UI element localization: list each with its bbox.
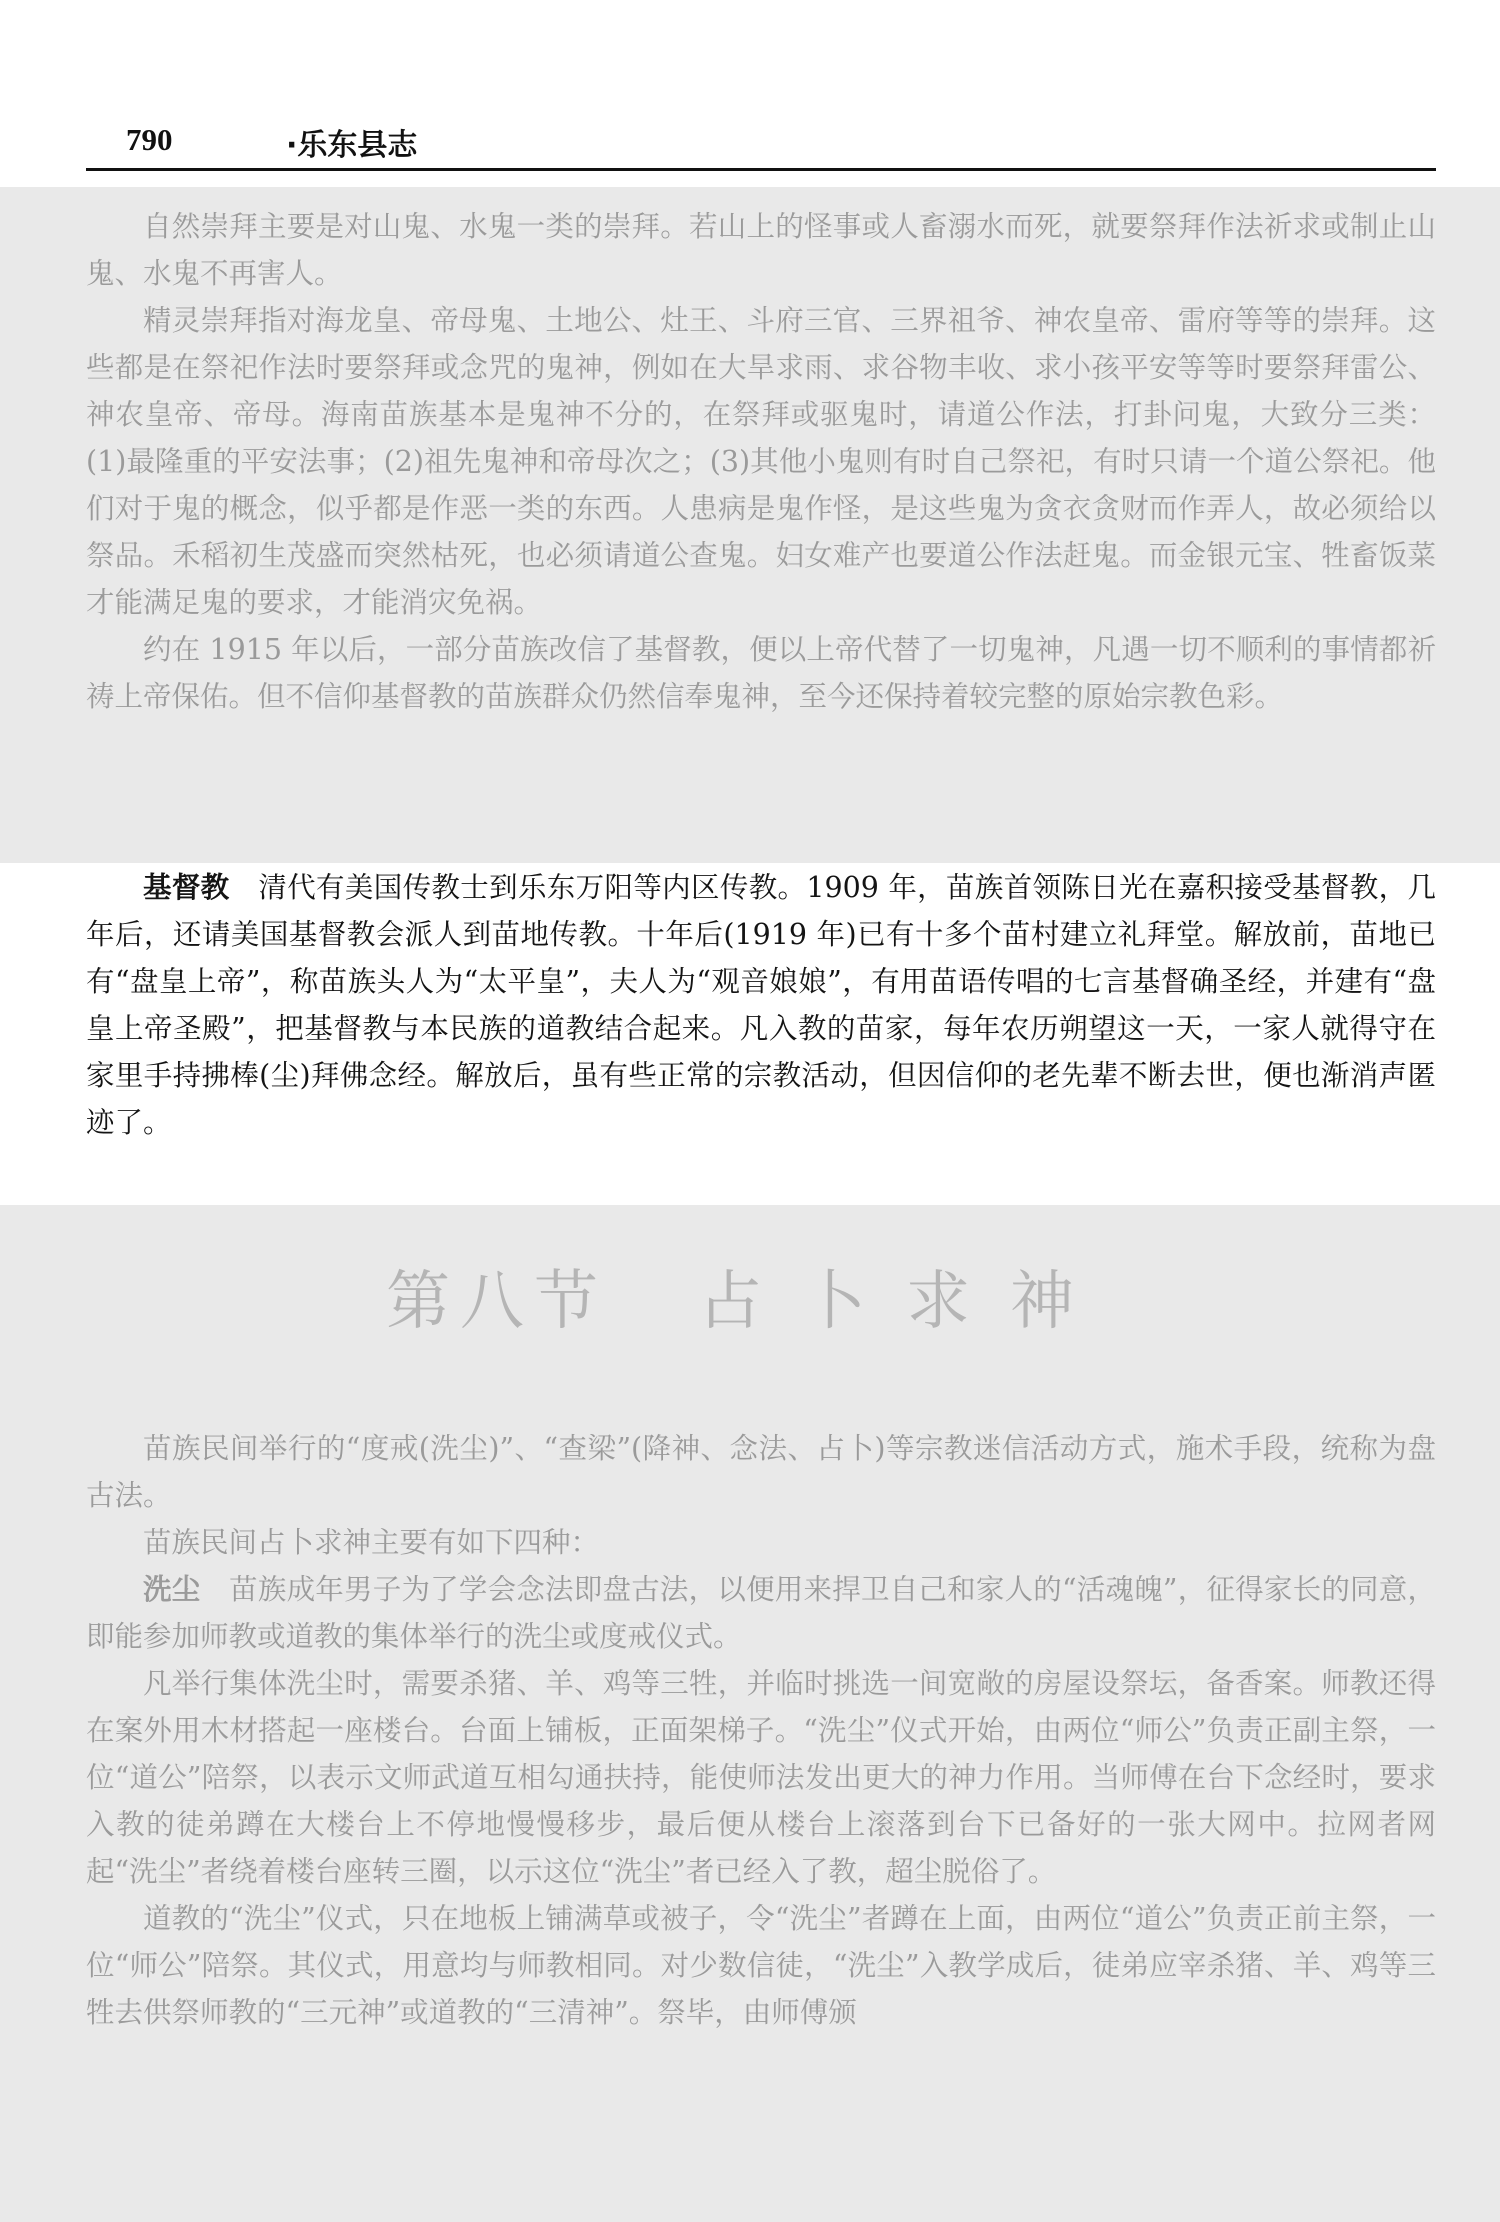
paragraph-list-intro: 苗族民间占卜求神主要有如下四种： (143, 1526, 600, 1559)
book-title: ·乐东县志 (286, 128, 418, 163)
christianity-term: 基督教 (143, 871, 230, 904)
paragraph-conversion: 约在 1915 年以后，一部分苗族改信了基督教，便以上帝代替了一切鬼神，凡遇一切不顺利的事情都祈祷上帝保佑。但不信仰基督教的苗族群众仍然信奉鬼神，至今还保持着较完整的原始宗教色彩。 (86, 633, 1436, 713)
section-title (0, 1250, 1500, 1342)
section-number: 第八节 (386, 1265, 608, 1339)
paragraph-xichen (86, 1566, 1436, 1660)
christianity-section (86, 864, 1436, 1146)
paragraph-group-ritual: 凡举行集体洗尘时，需要杀猪、羊、鸡等三牲，并临时挑选一间宽敞的房屋设祭坛，备香案。师教还得在案外用木材搭起一座楼台。台面上铺板，正面架梯子。“洗尘”仪式开始，由两位“师公”负责正副主祭，一位“道公”陪祭，以表示文师武道互相勾通扶持，能使师法发出更大的神力作用。当师傅在台下念经时，要求入教的徒弟蹲在大楼台上不停地慢慢移步，最后便从楼台上滚落到台下已备好的一张大网中。拉网者网起“洗尘”者绕着楼台座转三圈，以示这位“洗尘”者已经入了教，超尘脱俗了。 (86, 1667, 1436, 1888)
worship-section (86, 203, 1436, 720)
page-number: 790 (126, 122, 173, 157)
paragraph-nature-worship: 自然崇拜主要是对山鬼、水鬼一类的崇拜。若山上的怪事或人畜溺水而死，就要祭拜作法祈求或制止山鬼、水鬼不再害人。 (86, 210, 1436, 290)
header-rule (86, 168, 1436, 171)
section-name: 占卜求神 (698, 1265, 1114, 1339)
paragraph-spirit-worship: 精灵崇拜指对海龙皇、帝母鬼、土地公、灶王、斗府三官、三界祖爷、神农皇帝、雷府等等的崇拜。这些都是在祭祀作法时要祭拜或念咒的鬼神，例如在大旱求雨、求谷物丰收、求小孩平安等等时要祭拜雷公、神农皇帝、帝母。海南苗族基本是鬼神不分的，在祭拜或驱鬼时，请道公作法，打卦问鬼，大致分三类：(1)最隆重的平安法事；(2)祖先鬼神和帝母次之；(3)其他小鬼则有时自己祭祀，有时只请一个道公祭祀。他们对于鬼的概念，似乎都是作恶一类的东西。人患病是鬼作怪，是这些鬼为贪衣贪财而作弄人，故必须给以祭品。禾稻初生茂盛而突然枯死，也必须请道公查鬼。妇女难产也要道公作法赶鬼。而金银元宝、牲畜饭菜才能满足鬼的要求，才能消灾免祸。 (86, 304, 1436, 619)
paragraph-taoist-ritual: 道教的“洗尘”仪式，只在地板上铺满草或被子，令“洗尘”者蹲在上面，由两位“道公”负责正前主祭，一位“师公”陪祭。其仪式，用意均与师教相同。对少数信徒，“洗尘”入教学成后，徒弟应宰杀猪、羊、鸡等三牲去供祭师教的“三元神”或道教的“三清神”。祭毕，由师傅颁 (86, 1902, 1436, 2029)
paragraph-christianity (86, 864, 1436, 1146)
paragraph-intro: 苗族民间举行的“度戒(洗尘)”、“查梁”(降神、念法、占卜)等宗教迷信活动方式，施术手段，统称为盘古法。 (86, 1432, 1436, 1512)
xichen-text: 苗族成年男子为了学会念法即盘古法，以便用来捍卫自己和家人的“活魂魄”，征得家长的同意，即能参加师教或道教的集体举行的洗尘或度戒仪式。 (86, 1573, 1436, 1653)
xichen-term: 洗尘 (143, 1573, 201, 1606)
christianity-text: 清代有美国传教士到乐东万阳等内区传教。1909 年，苗族首领陈日光在嘉积接受基督教，几年后，还请美国基督教会派人到苗地传教。十年后(1919 年)已有十多个苗村建立礼拜堂。解放前，苗地已有“盘皇上帝”，称苗族头人为“太平皇”，夫人为“观音娘娘”，有用苗语传唱的七言基督确圣经，并建有“盘皇上帝圣殿”，把基督教与本民族的道教结合起来。凡入教的苗家，每年农历朔望这一天，一家人就得守在家里手持拂棒(尘)拜佛念经。解放后，虽有些正常的宗教活动，但因信仰的老先辈不断去世，便也渐消声匿迹了。 (86, 871, 1436, 1139)
divination-section (86, 1425, 1436, 2036)
page-header (86, 112, 1436, 172)
